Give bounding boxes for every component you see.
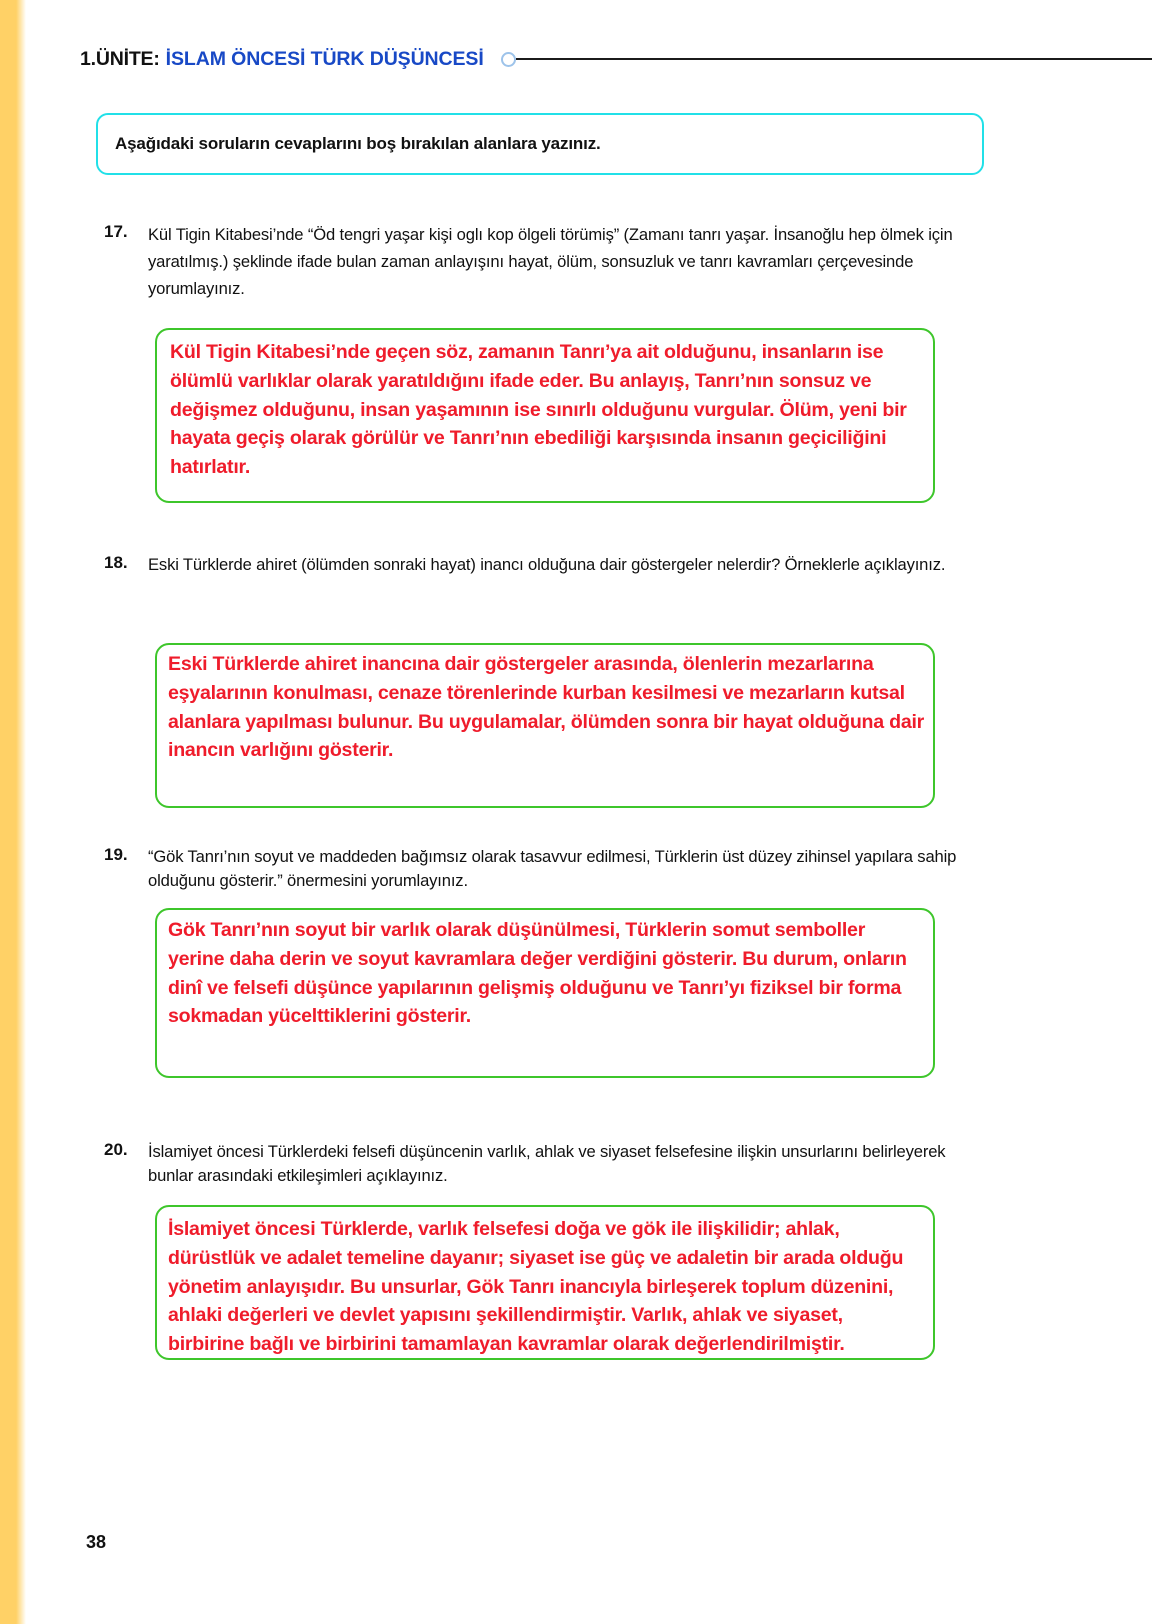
question-18-prompt: Eski Türklerde ahiret (ölümden sonraki hayat) inancı olduğuna dair göstergeler nelerdir? Örneklerle açıklayınız. — [148, 555, 946, 574]
instruction-callout — [96, 113, 984, 175]
question-19-number: 19. — [104, 845, 128, 864]
page-number: 38 — [86, 1532, 107, 1552]
unit-title: İSLAM ÖNCESİ TÜRK DÜŞÜNCESİ — [165, 47, 484, 70]
question-18-number: 18. — [104, 553, 128, 572]
question-18 — [96, 553, 996, 577]
question-17-prompt: Kül Tigin Kitabesi’nde “Öd tengri yaşar kişi oglı kop ölgeli törümiş” (Zamanı tanrı yaşar. İnsanoğlu hep ölmek için yaratılmış.) şeklinde ifade bulan zaman anlayışını hayat, ölüm, sonsuzluk ve tanrı kavramları çerçevesinde yorumlayınız. — [148, 225, 953, 298]
answer-text-19: Gök Tanrı’nın soyut bir varlık olarak düşünülmesi, Türklerin somut semboller yerine daha derin ve soyut kavramlara değer verdiğini gösterir. Bu durum, onların dinî ve felsefi düşünce yapılarının gelişmiş olduğunu ve Tanrı’yı fiziksel bir forma sokmadan yücelttiklerini gösterir. — [168, 919, 907, 1028]
page-header — [80, 42, 1152, 76]
header-circle-icon — [501, 52, 516, 67]
header-divider — [516, 58, 1152, 60]
answer-text-17: Kül Tigin Kitabesi’nde geçen söz, zamanın Tanrı’ya ait olduğunu, insanların ise ölümlü varlıklar olarak yaratıldığını ifade eder. Bu anlayış, Tanrı’nın sonsuz ve değişmez olduğunu, insan yaşamının ise sınırlı olduğunu vurgular. Ölüm, yeni bir hayata geçiş olarak görülür ve Tanrı’nın ebediliği karşısında insanın geçiciliğini hatırlatır. — [170, 341, 907, 479]
unit-label: 1.ÜNİTE: — [80, 47, 160, 70]
question-17-number: 17. — [104, 222, 128, 241]
question-20-number: 20. — [104, 1140, 128, 1159]
question-20 — [96, 1140, 996, 1188]
question-19 — [96, 845, 996, 893]
question-17 — [96, 222, 996, 303]
question-20-prompt: İslamiyet öncesi Türklerdeki felsefi düşüncenin varlık, ahlak ve siyaset felsefesine ilişkin unsurlarını belirleyerek bunlar arasındaki etkileşimleri açıklayınız. — [148, 1142, 946, 1186]
question-19-prompt: “Gök Tanrı’nın soyut ve maddeden bağımsız olarak tasavvur edilmesi, Türklerin üst düzey zihinsel yapılara sahip olduğunu gösterir.” önermesini yorumlayınız. — [148, 847, 957, 891]
answer-text-20: İslamiyet öncesi Türklerde, varlık felsefesi doğa ve gök ile ilişkilidir; ahlak, dürüstlük ve adalet temeline dayanır; siyaset ise güç ve adaletin bir arada olduğu yönetim anlayışıdır. Bu unsurlar, Gök Tanrı inancıyla birleşerek toplum düzenini, ahlaki değerleri ve devlet yapısını şekillendirmiştir. Varlık, ahlak ve siyaset, birbirine bağlı ve birbirini tamamlayan kavramlar olarak değerlendirilmiştir. — [168, 1218, 904, 1356]
answer-text-18: Eski Türklerde ahiret inancına dair göstergeler arasında, ölenlerin mezarlarına eşyalarının konulması, cenaze törenlerinde kurban kesilmesi ve mezarların kutsal alanlara yapılması bulunur. Bu uygulamalar, ölümden sonra bir hayat olduğuna dair inancın varlığını gösterir. — [168, 653, 925, 762]
instruction-text: Aşağıdaki soruların cevaplarını boş bırakılan alanlara yazınız. — [115, 134, 601, 153]
